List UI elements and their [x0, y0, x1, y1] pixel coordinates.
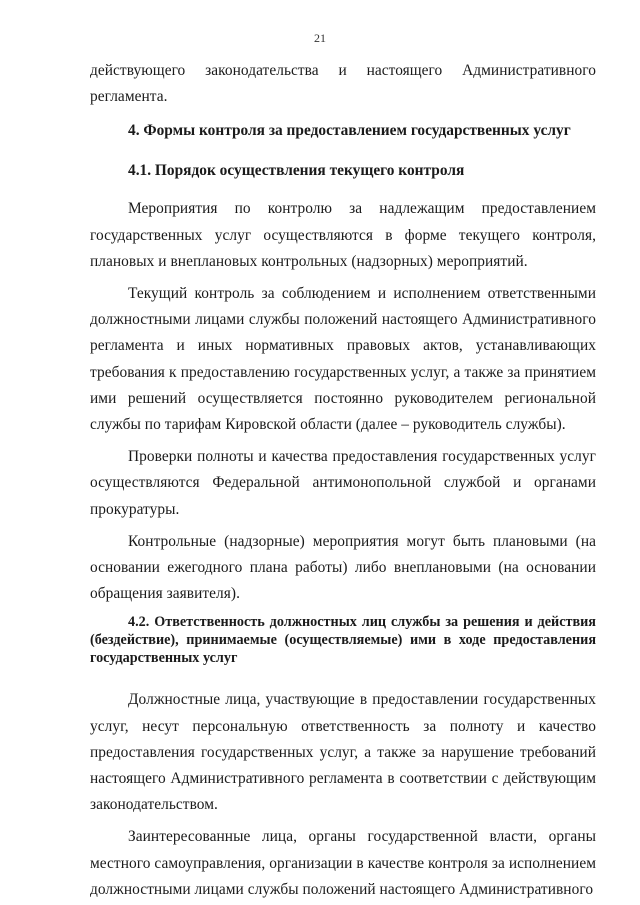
document-body	[90, 58, 596, 903]
paragraph-quality-checks: Проверки полноты и качества предоставления государственных услуг осуществляются Федеральной антимонопольной службой и органами прокуратуры.	[90, 448, 596, 518]
section-heading-4: 4. Формы контроля за предоставлением государственных услуг	[128, 122, 571, 140]
paragraph-control-types: Контрольные (надзорные) мероприятия могут быть плановыми (на основании ежегодного плана работы) либо внеплановыми (на основании обращения заявителя).	[90, 532, 596, 603]
paragraph-continuation: действующего законодательства и настоящего Административного регламента.	[90, 62, 596, 106]
subsection-heading-4-1: 4.1. Порядок осуществления текущего контроля	[128, 162, 465, 180]
paragraph-current-control: Текущий контроль за соблюдением и исполнением ответственными должностными лицами службы положений настоящего Административного регламента и иных нормативных правовых актов, устанавливающих требования к предоставлению государственных услуг, а также за принятием ими решений осуществляется постоянно руководителем региональной службы по тарифам Кировской области (далее – руководитель службы).	[90, 285, 596, 434]
paragraph-interested-parties: Заинтересованные лица, органы государственной власти, органы местного самоуправления, организации в качестве контроля за исполнением должностными лицами службы положений настоящего Административного	[90, 828, 596, 898]
page-number: 21	[314, 31, 326, 45]
subsection-heading-4-2: 4.2. Ответственность должностных лиц службы за решения и действия (бездействие), принимаемые (осуществляемые) ими в ходе предоставления государственных услуг	[90, 614, 596, 667]
paragraph-responsibility: Должностные лица, участвующие в предоставлении государственных услуг, несут персональную ответственность за полноту и качество предоставления государственных услуг, а также за нарушение требований настоящего Административного регламента в соответствии с действующим законодательством.	[90, 691, 596, 814]
paragraph-control-measures: Мероприятия по контролю за надлежащим предоставлением государственных услуг осуществляются в форме текущего контроля, плановых и внеплановых контрольных (надзорных) мероприятий.	[90, 200, 596, 270]
